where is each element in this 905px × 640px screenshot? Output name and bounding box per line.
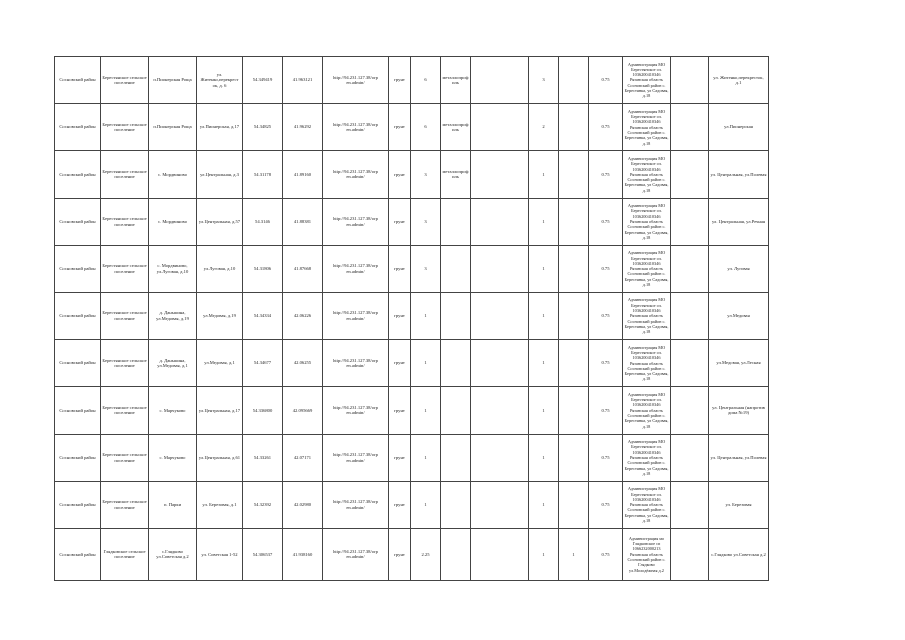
cell-map-link: http://94.231.127.38/orp en.admin/	[323, 57, 389, 104]
cell-served-objects: ул.Пионерская	[709, 104, 769, 151]
cell-map-link: http://94.231.127.38/orp en.admin/	[323, 528, 389, 580]
table-row	[55, 481, 769, 528]
cell-map-link: http://94.231.127.38/orp en.admin/	[323, 340, 389, 387]
cell-settlement: Берестянское сельское поселение	[101, 481, 149, 528]
cell-surface-type: грунт	[389, 198, 411, 245]
cell-district: Сосновский район	[55, 434, 101, 481]
cell-district: Сосновский район	[55, 387, 101, 434]
cell-extra	[671, 387, 709, 434]
cell-locality: п.Пионерская Роща	[149, 104, 197, 151]
cell-container-count: 1	[529, 340, 559, 387]
cell-latitude: 54.34677	[243, 340, 283, 387]
cell-settlement: Берестянское сельское поселение	[101, 387, 149, 434]
cell-area: 1	[411, 434, 441, 481]
cell-address: ул.Пионерская, д.17	[197, 104, 243, 151]
cell-bunker-count	[559, 198, 589, 245]
cell-owner: Администрация МО Берестянское сп. 1036200410346 Рязанская область Сосновский район с. Берестянка, ул Садовая, д.18	[623, 104, 671, 151]
cell-owner: Администрация МО Берестянское сп. 1036200410346 Рязанская область Сосновский район с. Берестянка, ул Садовая, д.18	[623, 151, 671, 198]
table-row	[55, 151, 769, 198]
cell-latitude: 54.3146	[243, 198, 283, 245]
cell-container-volume	[471, 528, 529, 580]
cell-container-volume	[471, 57, 529, 104]
cell-map-link: http://94.231.127.38/orp en.admin/	[323, 104, 389, 151]
cell-container-capacity: 0.75	[589, 481, 623, 528]
cell-district: Сосновский район	[55, 340, 101, 387]
cell-extra	[671, 104, 709, 151]
cell-container-capacity: 0.75	[589, 198, 623, 245]
cell-area: 3	[411, 245, 441, 292]
cell-area: 6	[411, 104, 441, 151]
registry-table	[54, 56, 769, 581]
cell-container-count: 3	[529, 57, 559, 104]
table-row	[55, 245, 769, 292]
cell-latitude: 54.34825	[243, 104, 283, 151]
cell-bunker-count	[559, 434, 589, 481]
cell-fence-type: металлопроф иль	[441, 151, 471, 198]
cell-extra	[671, 481, 709, 528]
cell-area: 1	[411, 387, 441, 434]
cell-fence-type: металлопроф иль	[441, 57, 471, 104]
cell-area: 2.25	[411, 528, 441, 580]
cell-bunker-count	[559, 245, 589, 292]
cell-extra	[671, 292, 709, 339]
cell-served-objects: ул. Центральная, ул.Полевая	[709, 151, 769, 198]
cell-area: 1	[411, 292, 441, 339]
cell-surface-type: грунт	[389, 340, 411, 387]
cell-served-objects: с.Глядково ул.Советская д.2	[709, 528, 769, 580]
cell-area: 3	[411, 151, 441, 198]
cell-address: ул.Центральная, д.3	[197, 151, 243, 198]
cell-locality: с. Марчуково	[149, 434, 197, 481]
cell-latitude: 54.349419	[243, 57, 283, 104]
cell-district: Сосновский район	[55, 292, 101, 339]
cell-container-count: 1	[529, 481, 559, 528]
cell-map-link: http://94.231.127.38/orp en.admin/	[323, 151, 389, 198]
cell-latitude: 54.31178	[243, 151, 283, 198]
cell-locality: с. Марчуково	[149, 387, 197, 434]
cell-container-capacity: 0.75	[589, 151, 623, 198]
cell-surface-type: грунт	[389, 528, 411, 580]
cell-container-volume	[471, 104, 529, 151]
cell-fence-type	[441, 434, 471, 481]
cell-owner: Администрация МО Берестянское сп. 1036200410346 Рязанская область Сосновский район с. Берестянка, ул Садовая, д.18	[623, 198, 671, 245]
cell-surface-type: грунт	[389, 151, 411, 198]
cell-fence-type	[441, 198, 471, 245]
cell-longitude: 41.96292	[283, 104, 323, 151]
cell-longitude: 41.963121	[283, 57, 323, 104]
cell-served-objects: ул. Центральная, ул.Речная	[709, 198, 769, 245]
cell-container-volume	[471, 481, 529, 528]
cell-served-objects: ул. Центральная, ул.Полевая	[709, 434, 769, 481]
cell-fence-type	[441, 292, 471, 339]
table-row	[55, 57, 769, 104]
cell-container-count: 1	[529, 387, 559, 434]
cell-address: ул.Центральная, д.17	[197, 387, 243, 434]
cell-address: ул.Центральная, д.61	[197, 434, 243, 481]
cell-locality: п.Пионерская Роща	[149, 57, 197, 104]
table-row	[55, 387, 769, 434]
cell-longitude: 42.07171	[283, 434, 323, 481]
cell-extra	[671, 434, 709, 481]
cell-container-count: 1	[529, 198, 559, 245]
cell-locality: п. Парки	[149, 481, 197, 528]
cell-container-capacity: 0.75	[589, 57, 623, 104]
cell-longitude: 42.06255	[283, 340, 323, 387]
cell-area: 3	[411, 198, 441, 245]
cell-surface-type: грунт	[389, 245, 411, 292]
cell-extra	[671, 198, 709, 245]
cell-area: 6	[411, 57, 441, 104]
cell-fence-type	[441, 481, 471, 528]
cell-fence-type	[441, 387, 471, 434]
cell-bunker-count	[559, 292, 589, 339]
cell-locality: с. Мордвиново	[149, 198, 197, 245]
cell-container-capacity: 0.75	[589, 104, 623, 151]
cell-container-capacity: 0.75	[589, 340, 623, 387]
table-row	[55, 340, 769, 387]
cell-latitude: 54.306537	[243, 528, 283, 580]
cell-surface-type: грунт	[389, 104, 411, 151]
cell-locality: с. Мордвиново, ул.Луговая, д.10	[149, 245, 197, 292]
cell-bunker-count: 1	[559, 528, 589, 580]
cell-address: ул.Центральная, д.57	[197, 198, 243, 245]
cell-owner: Администрация мо Глядковское сп 1066232000213 Рязанская область Сосновский район с. Глядково ул.Молодёжная д.2	[623, 528, 671, 580]
cell-map-link: http://94.231.127.38/orp en.admin/	[323, 245, 389, 292]
cell-container-volume	[471, 292, 529, 339]
cell-container-count: 1	[529, 434, 559, 481]
cell-longitude: 41.88381	[283, 198, 323, 245]
table-row	[55, 104, 769, 151]
cell-settlement: Берестянское сельское поселение	[101, 292, 149, 339]
cell-extra	[671, 151, 709, 198]
cell-locality: д. Даньшина, ул.Медовая, д.1	[149, 340, 197, 387]
cell-area: 1	[411, 481, 441, 528]
cell-fence-type: металлопроф иль	[441, 104, 471, 151]
cell-container-capacity: 0.75	[589, 528, 623, 580]
cell-served-objects: ул. Луговая	[709, 245, 769, 292]
cell-owner: Администрация МО Берестянское сп. 1036200410346 Рязанская область Сосновский район с. Берестянка, ул Садовая, д.18	[623, 481, 671, 528]
cell-settlement: Берестянское сельское поселение	[101, 340, 149, 387]
cell-container-capacity: 0.75	[589, 292, 623, 339]
cell-longitude: 41.938160	[283, 528, 323, 580]
cell-fence-type	[441, 340, 471, 387]
cell-extra	[671, 340, 709, 387]
cell-container-volume	[471, 245, 529, 292]
cell-container-capacity: 0.75	[589, 245, 623, 292]
cell-surface-type: грунт	[389, 57, 411, 104]
cell-served-objects: ул. Березовая	[709, 481, 769, 528]
cell-bunker-count	[559, 481, 589, 528]
cell-address: ул.Луговая, д.10	[197, 245, 243, 292]
cell-map-link: http://94.231.127.38/orp en.admin/	[323, 292, 389, 339]
cell-container-capacity: 0.75	[589, 387, 623, 434]
cell-extra	[671, 245, 709, 292]
cell-latitude: 54.32392	[243, 481, 283, 528]
cell-district: Сосновский район	[55, 104, 101, 151]
cell-map-link: http://94.231.127.38/orp en.admin/	[323, 387, 389, 434]
cell-surface-type: грунт	[389, 292, 411, 339]
table-row	[55, 292, 769, 339]
cell-container-volume	[471, 151, 529, 198]
cell-locality: с. Мордвиново	[149, 151, 197, 198]
table-row	[55, 434, 769, 481]
cell-latitude: 54.31806	[243, 245, 283, 292]
cell-map-link: http://94.231.127.38/orp en.admin/	[323, 198, 389, 245]
cell-longitude: 41.87668	[283, 245, 323, 292]
cell-fence-type	[441, 245, 471, 292]
cell-extra	[671, 57, 709, 104]
cell-district: Сосновский район	[55, 151, 101, 198]
cell-container-volume	[471, 387, 529, 434]
cell-district: Сосновский район	[55, 57, 101, 104]
cell-longitude: 42.095669	[283, 387, 323, 434]
cell-container-count: 1	[529, 151, 559, 198]
cell-settlement: Берестянское сельское поселение	[101, 104, 149, 151]
cell-bunker-count	[559, 104, 589, 151]
cell-district: Сосновский район	[55, 245, 101, 292]
cell-map-link: http://94.231.127.38/orp en.admin/	[323, 481, 389, 528]
cell-owner: Администрация МО Берестянское сп. 1036200410346 Рязанская область Сосновский район с. Берестянка, ул Садовая, д.18	[623, 387, 671, 434]
cell-district: Сосновский район	[55, 528, 101, 580]
cell-owner: Администрация МО Берестянское сп. 1036200410346 Рязанская область Сосновский район с. Берестянка, ул Садовая, д.18	[623, 245, 671, 292]
cell-longitude: 42.06226	[283, 292, 323, 339]
cell-bunker-count	[559, 387, 589, 434]
cell-extra	[671, 528, 709, 580]
cell-district: Сосновский район	[55, 198, 101, 245]
cell-bunker-count	[559, 340, 589, 387]
cell-fence-type	[441, 528, 471, 580]
cell-served-objects: ул.Медовая	[709, 292, 769, 339]
cell-area: 1	[411, 340, 441, 387]
cell-container-count: 1	[529, 292, 559, 339]
cell-address: ул. Березовая, д.1	[197, 481, 243, 528]
cell-surface-type: грунт	[389, 387, 411, 434]
cell-settlement: Берестянское сельское поселение	[101, 198, 149, 245]
cell-owner: Администрация МО Берестянское сп. 1036200410346 Рязанская область Сосновский район с. Берестянка, ул Садовая, д.18	[623, 292, 671, 339]
cell-container-volume	[471, 198, 529, 245]
cell-container-volume	[471, 434, 529, 481]
cell-latitude: 54.33261	[243, 434, 283, 481]
cell-district: Сосновский район	[55, 481, 101, 528]
cell-settlement: Берестянское сельское поселение	[101, 151, 149, 198]
cell-served-objects: ул. Житенко,перекресток, д.1	[709, 57, 769, 104]
cell-container-capacity: 0.75	[589, 434, 623, 481]
cell-container-count: 2	[529, 104, 559, 151]
cell-container-count: 1	[529, 528, 559, 580]
cell-bunker-count	[559, 151, 589, 198]
cell-bunker-count	[559, 57, 589, 104]
cell-owner: Администрация МО Берестянское сп. 1036200410346 Рязанская область Сосновский район с. Берестянка, ул Садовая, д.18	[623, 57, 671, 104]
cell-address: ул. Советская 1-52	[197, 528, 243, 580]
cell-settlement: Берестянское сельское поселение	[101, 245, 149, 292]
cell-address: ул.Медовая, д.19	[197, 292, 243, 339]
cell-container-count: 1	[529, 245, 559, 292]
cell-longitude: 42.02980	[283, 481, 323, 528]
cell-latitude: 54.34334	[243, 292, 283, 339]
cell-surface-type: грунт	[389, 434, 411, 481]
cell-address: ул.Медовая, д.1	[197, 340, 243, 387]
table-row	[55, 198, 769, 245]
cell-settlement: Глядковское сельское поселение	[101, 528, 149, 580]
cell-surface-type: грунт	[389, 481, 411, 528]
cell-address: ул. Житенко,перекрест ок, д. 6	[197, 57, 243, 104]
cell-owner: Администрация МО Берестянское сп. 1036200410346 Рязанская область Сосновский район с. Берестянка, ул Садовая, д.18	[623, 434, 671, 481]
cell-served-objects: ул. Центральная (напротив дома №19)	[709, 387, 769, 434]
table-row	[55, 528, 769, 580]
cell-longitude: 41.89160	[283, 151, 323, 198]
cell-container-volume	[471, 340, 529, 387]
cell-settlement: Берестянское сельское поселение	[101, 434, 149, 481]
cell-served-objects: ул.Медовая, ул.Лесная	[709, 340, 769, 387]
cell-locality: с.Глядково ул.Советская д.2	[149, 528, 197, 580]
cell-settlement: Берестянское сельское поселение	[101, 57, 149, 104]
cell-owner: Администрация МО Берестянское сп. 1036200410346 Рязанская область Сосновский район с. Берестянка, ул Садовая, д.18	[623, 340, 671, 387]
cell-map-link: http://94.231.127.38/orp en.admin/	[323, 434, 389, 481]
cell-latitude: 54.336800	[243, 387, 283, 434]
cell-locality: д. Даньшина, ул.Медовая, д.19	[149, 292, 197, 339]
